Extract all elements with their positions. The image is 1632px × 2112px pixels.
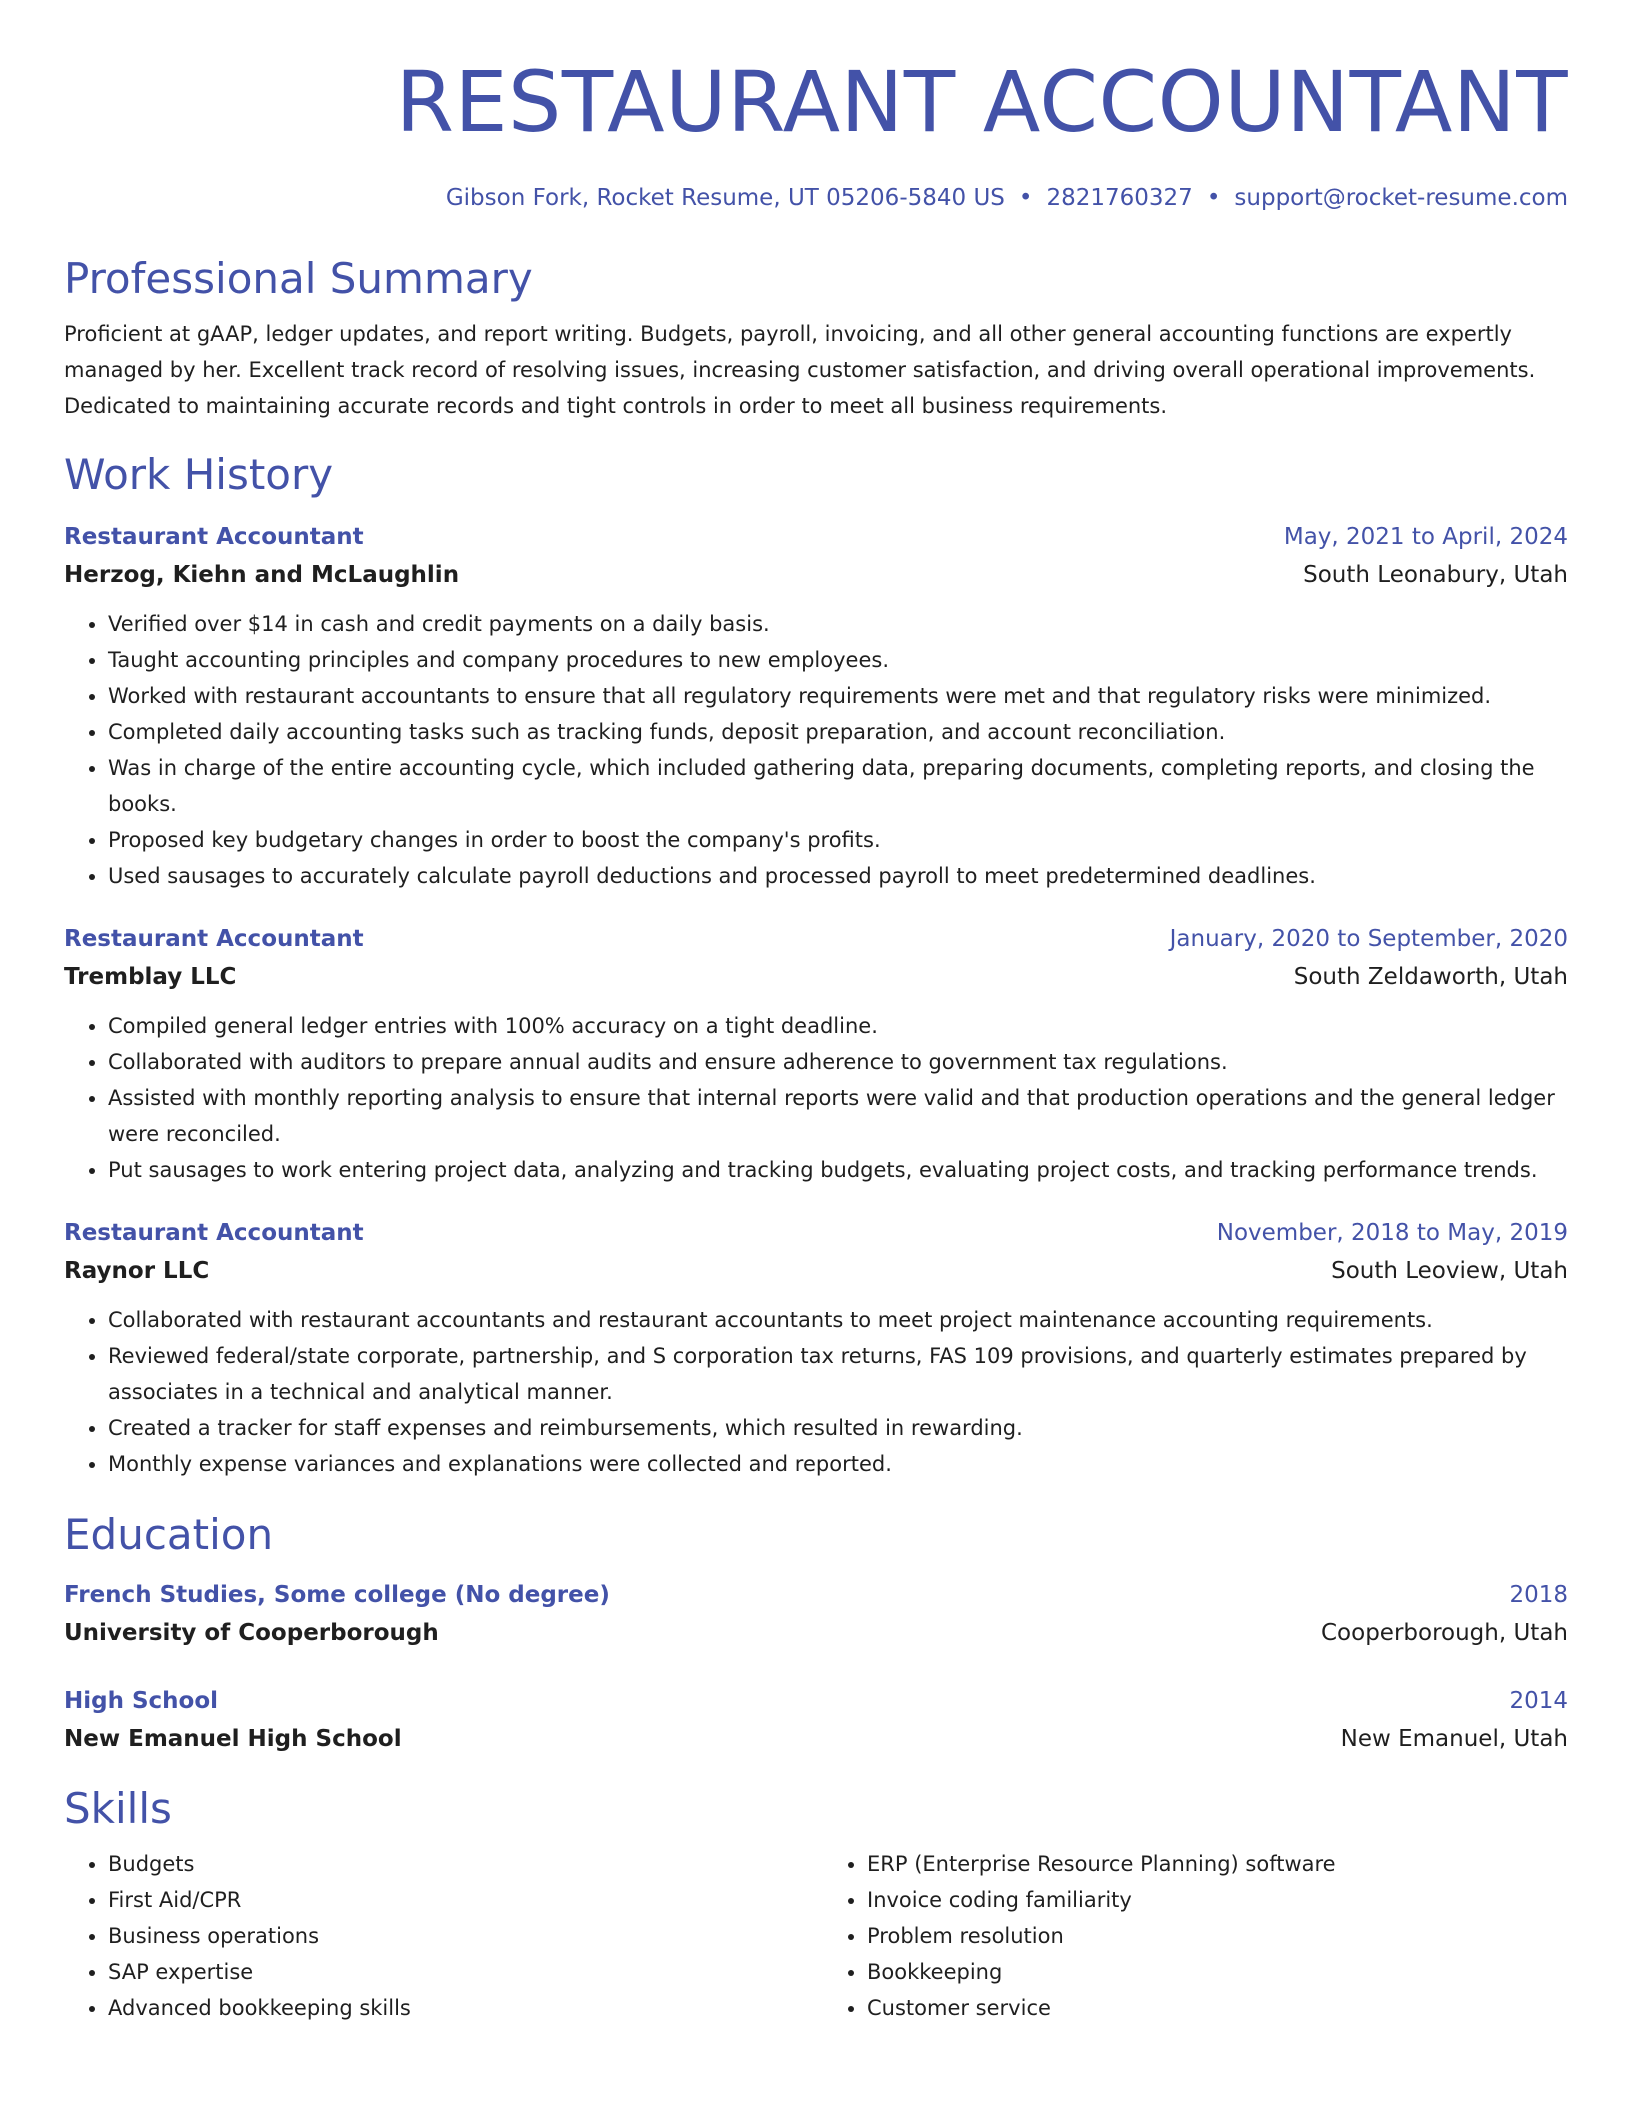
education-degree: High School (64, 1688, 219, 1714)
education-entry (64, 1576, 1568, 1652)
skill-item: • Customer service (867, 1990, 1568, 2026)
education-year: 2014 (1509, 1688, 1568, 1714)
job-entry (64, 518, 1568, 894)
list-item: • Proposed key budgetary changes in order to boost the company's profits. (108, 822, 1568, 858)
list-item: • Compiled general ledger entries with 100% accuracy on a tight deadline. (108, 1008, 1568, 1044)
job-title: Restaurant Accountant (64, 524, 364, 550)
list-item: • Worked with restaurant accountants to ensure that all regulatory requirements were met and that regulatory risks were minimized. (108, 678, 1568, 714)
education-year: 2018 (1509, 1582, 1568, 1608)
skill-item: • Business operations (108, 1918, 809, 1954)
list-item: • Completed daily accounting tasks such as tracking funds, deposit preparation, and account reconciliation. (108, 714, 1568, 750)
skill-item: • First Aid/CPR (108, 1882, 809, 1918)
job-entry (64, 1214, 1568, 1482)
contact-address: Gibson Fork, Rocket Resume, UT 05206-5840 US (445, 185, 1005, 211)
job-dates: January, 2020 to September, 2020 (1169, 926, 1568, 952)
skill-item: • Invoice coding familiarity (867, 1882, 1568, 1918)
job-title: Restaurant Accountant (64, 1220, 364, 1246)
job-title: Restaurant Accountant (64, 926, 364, 952)
contact-email: support@rocket-resume.com (1234, 185, 1568, 211)
list-item: • Reviewed federal/state corporate, partnership, and S corporation tax returns, FAS 109 provisions, and quarterly estimates prepared by associates in a technical and analytical manner. (108, 1338, 1568, 1410)
list-item: • Assisted with monthly reporting analysis to ensure that internal reports were valid and that production operations and the general ledger were reconciled. (108, 1080, 1568, 1152)
job-entry (64, 920, 1568, 1188)
skills-column-right (809, 1846, 1568, 2026)
skill-item: • Budgets (108, 1846, 809, 1882)
contact-separator: • (1206, 185, 1221, 211)
section-title-summary: Professional Summary (64, 254, 533, 303)
list-item: • Created a tracker for staff expenses and reimbursements, which resulted in rewarding. (108, 1410, 1568, 1446)
job-bullets (64, 1008, 1568, 1188)
list-item: • Verified over $14 in cash and credit payments on a daily basis. (108, 606, 1568, 642)
list-item: • Was in charge of the entire accounting cycle, which included gathering data, preparing documents, completing reports, and closing the books. (108, 750, 1568, 822)
job-company: Tremblay LLC (64, 964, 237, 990)
list-item: • Used sausages to accurately calculate payroll deductions and processed payroll to meet predetermined deadlines. (108, 858, 1568, 894)
skill-item: • SAP expertise (108, 1954, 809, 1990)
job-location: South Leoview, Utah (1331, 1258, 1568, 1284)
education-location: Cooperborough, Utah (1320, 1620, 1568, 1646)
job-location: South Zeldaworth, Utah (1293, 964, 1568, 990)
contact-phone: 2821760327 (1046, 185, 1193, 211)
contact-line (64, 182, 1568, 214)
section-title-work-history: Work History (64, 450, 334, 499)
education-location: New Emanuel, Utah (1340, 1726, 1568, 1752)
section-title-education: Education (64, 1510, 274, 1559)
job-location: South Leonabury, Utah (1303, 562, 1568, 588)
job-dates: November, 2018 to May, 2019 (1216, 1220, 1568, 1246)
summary-text: Proficient at gAAP, ledger updates, and report writing. Budgets, payroll, invoicing, and all other general accounting functions are expertly managed by her. Excellent track record of resolving issues, increasing customer satisfaction, and driving overall operational improvements. Dedicated to maintaining accurate records and tight controls in order to meet all business requirements. (64, 322, 1536, 418)
list-item: • Monthly expense variances and explanations were collected and reported. (108, 1446, 1568, 1482)
skill-item: • Problem resolution (867, 1918, 1568, 1954)
skill-item: • Advanced bookkeeping skills (108, 1990, 809, 2026)
list-item: • Taught accounting principles and company procedures to new employees. (108, 642, 1568, 678)
list-item: • Collaborated with restaurant accountants and restaurant accountants to meet project maintenance accounting requirements. (108, 1302, 1568, 1338)
list-item: • Put sausages to work entering project data, analyzing and tracking budgets, evaluating project costs, and tracking performance trends. (108, 1152, 1568, 1188)
section-title-skills: Skills (64, 1784, 172, 1833)
contact-separator: • (1018, 185, 1033, 211)
skills-column-left (64, 1846, 809, 2026)
job-company: Herzog, Kiehn and McLaughlin (64, 562, 460, 588)
resume-name: RESTAURANT ACCOUNTANT (395, 53, 1568, 151)
skill-item: • Bookkeeping (867, 1954, 1568, 1990)
skill-item: • ERP (Enterprise Resource Planning) software (867, 1846, 1568, 1882)
list-item: • Collaborated with auditors to prepare annual audits and ensure adherence to government tax regulations. (108, 1044, 1568, 1080)
skills-list (64, 1846, 1568, 2026)
education-entry (64, 1682, 1568, 1758)
education-school: New Emanuel High School (64, 1726, 402, 1752)
job-company: Raynor LLC (64, 1258, 210, 1284)
education-degree: French Studies, Some college (No degree) (64, 1582, 610, 1608)
job-dates: May, 2021 to April, 2024 (1283, 524, 1568, 550)
job-bullets (64, 1302, 1568, 1482)
education-school: University of Cooperborough (64, 1620, 439, 1646)
job-bullets (64, 606, 1568, 894)
